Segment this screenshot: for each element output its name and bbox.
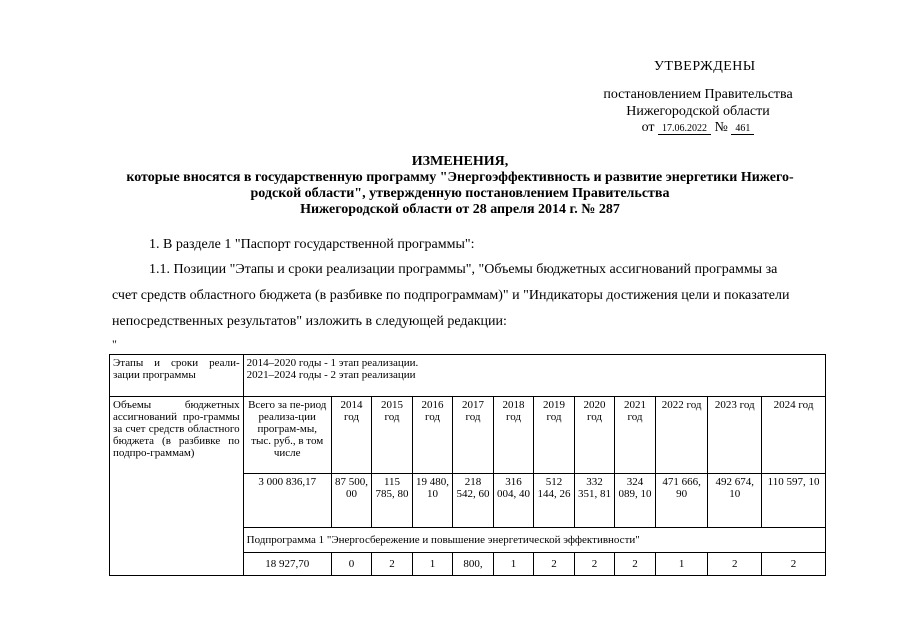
- paragraph-1: 1. В разделе 1 "Паспорт государственной программы":: [149, 237, 475, 252]
- subprogram-1-title: Подпрограмма 1 "Энергосбережение и повышение энергетической эффективности": [243, 528, 825, 553]
- total-value: 3 000 836,17: [243, 474, 331, 528]
- year-header-2016: 2016 год: [412, 397, 453, 474]
- sub1-value-2014: 0: [331, 553, 372, 576]
- from-label: от: [641, 120, 655, 135]
- value-2024: 110 597, 10: [762, 474, 826, 528]
- heading-line-3: родской области", утвержденную постановлением Правительства: [250, 186, 670, 201]
- value-2016: 19 480, 10: [412, 474, 453, 528]
- value-2017: 218 542, 60: [453, 474, 494, 528]
- sub1-value-2015: 2: [372, 553, 413, 576]
- sub1-value-2024: 2: [762, 553, 826, 576]
- year-header-2018: 2018 год: [493, 397, 534, 474]
- sub1-value-2020: 2: [574, 553, 615, 576]
- sub1-value-2018: 1: [493, 553, 534, 576]
- budget-label: Объемы бюджетных ассигнований про-граммы за счет средств областного бюджета (в разбивке по подпро-граммам): [110, 397, 244, 576]
- value-2020: 332 351, 81: [574, 474, 615, 528]
- stages-label: Этапы и сроки реали-зации программы: [110, 355, 244, 397]
- year-header-2022: 2022 год: [655, 397, 708, 474]
- heading-line-4: Нижегородской области от 28 апреля 2014 г. № 287: [300, 202, 620, 217]
- year-header-2023: 2023 год: [708, 397, 762, 474]
- approval-number: 461: [731, 123, 754, 135]
- heading-line-2: которые вносятся в государственную программу "Энергоэффективность и развитие энергетики Нижего-: [126, 170, 794, 185]
- value-2019: 512 144, 26: [534, 474, 575, 528]
- sub1-value-2021: 2: [615, 553, 656, 576]
- value-2023: 492 674, 10: [708, 474, 762, 528]
- stages-row: [110, 355, 826, 397]
- value-2015: 115 785, 80: [372, 474, 413, 528]
- heading-line-1: ИЗМЕНЕНИЯ,: [411, 154, 509, 169]
- document-heading: [80, 154, 840, 218]
- sub1-value-2023: 2: [708, 553, 762, 576]
- approval-line-2: Нижегородской области: [626, 104, 770, 119]
- passport-table: [109, 354, 826, 576]
- sub1-value-2022: 1: [655, 553, 708, 576]
- value-2018: 316 004, 40: [493, 474, 534, 528]
- paragraph-2-line-2: счет средств областного бюджета (в разбивке по подпрограммам)" и "Индикаторы достижения цели и показатели: [112, 288, 790, 303]
- paragraph-2-line-1: 1.1. Позиции "Этапы и сроки реализации программы", "Объемы бюджетных ассигнований программы за: [149, 262, 778, 277]
- stage-2: 2021–2024 годы - 2 этап реализации: [246, 369, 416, 381]
- approval-date-line: [598, 120, 798, 136]
- year-header-2014: 2014 год: [331, 397, 372, 474]
- value-2022: 471 666, 90: [655, 474, 708, 528]
- number-label: №: [714, 120, 728, 135]
- value-2021: 324 089, 10: [615, 474, 656, 528]
- approval-date: 17.06.2022: [658, 123, 711, 135]
- year-header-2020: 2020 год: [574, 397, 615, 474]
- year-header-2019: 2019 год: [534, 397, 575, 474]
- sub1-value-2016: 1: [412, 553, 453, 576]
- sub1-value-2019: 2: [534, 553, 575, 576]
- sub1-value-2017: 800,: [453, 553, 494, 576]
- paragraph-2-line-3: непосредственных результатов" изложить в следующей редакции:: [112, 314, 507, 329]
- approval-line-1: постановлением Правительства: [603, 87, 793, 102]
- year-header-2021: 2021 год: [615, 397, 656, 474]
- year-header-2024: 2024 год: [762, 397, 826, 474]
- year-header-2015: 2015 год: [372, 397, 413, 474]
- subprogram-1-total: 18 927,70: [243, 553, 331, 576]
- opening-quote: ": [112, 337, 117, 351]
- approval-title: УТВЕРЖДЕНЫ: [654, 59, 756, 74]
- budget-header-row: [110, 397, 826, 474]
- stages-value: [243, 355, 825, 397]
- value-2014: 87 500, 00: [331, 474, 372, 528]
- stage-1: 2014–2020 годы - 1 этап реализации.: [246, 357, 419, 369]
- total-header: Всего за пе-риод реализа-ции програм-мы, тыс. руб., в том числе: [243, 397, 331, 474]
- year-header-2017: 2017 год: [453, 397, 494, 474]
